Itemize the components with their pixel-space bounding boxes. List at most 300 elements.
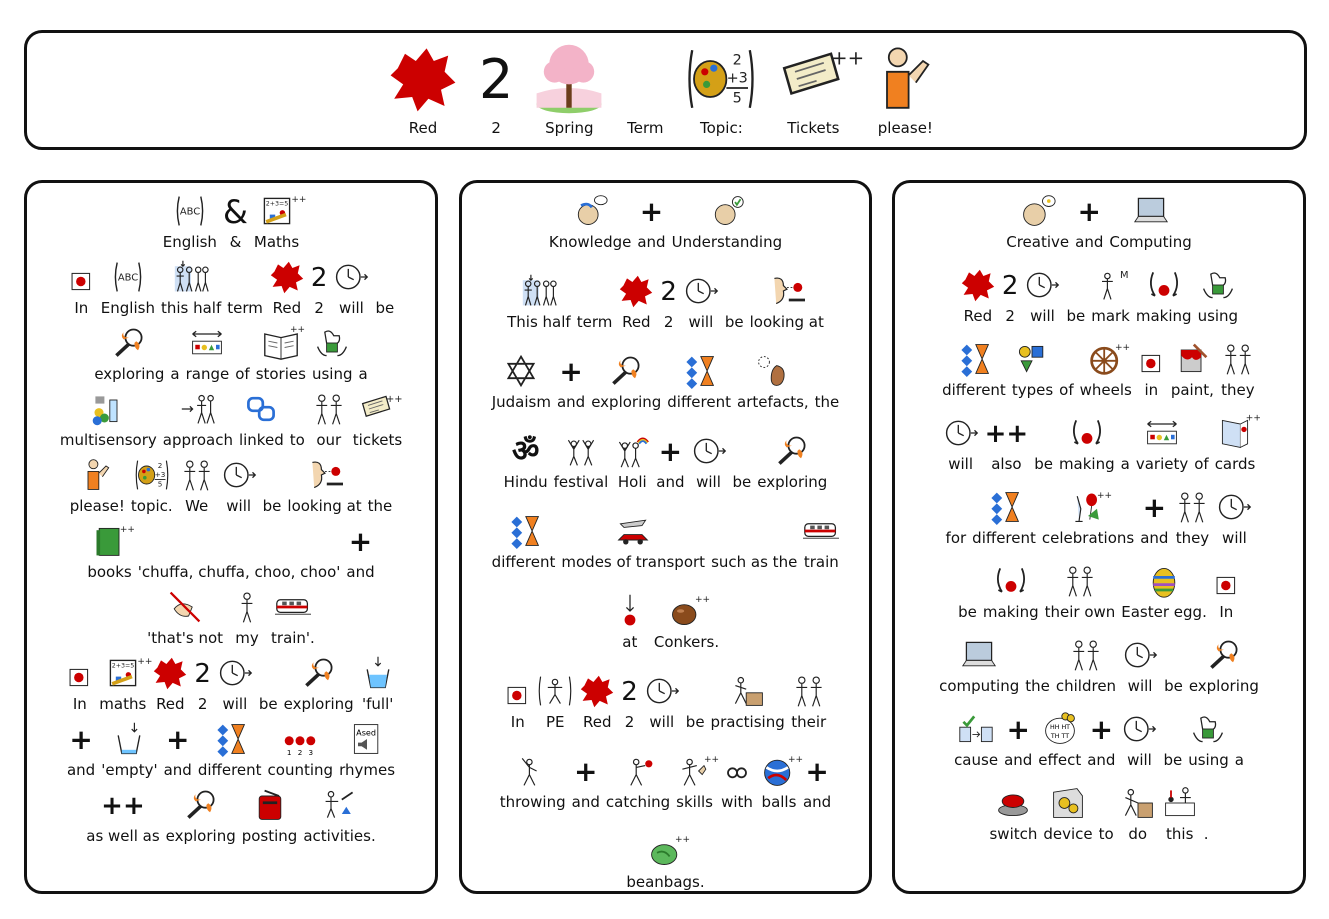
symbol-cell [1109,189,1191,252]
english-maths-content [27,189,435,849]
symbol-cell [256,321,306,384]
header-word: please! [877,119,933,137]
symbol-cell [1038,707,1081,770]
red-splash-icon [579,669,615,709]
symbol-word: also [991,455,1022,473]
symbol-cell [312,321,353,384]
symbol-word: artefacts, [737,393,809,411]
symbol-cell [358,321,367,384]
knowledge-understanding-panel [459,180,872,894]
transport-icon [615,509,651,549]
symbol-cell [686,669,705,732]
abc-icon [110,255,146,295]
magnifier-icon [608,349,644,389]
symbol-word: exploring [591,393,662,411]
effect-icon [1042,707,1078,747]
red-dot-icon [1138,337,1165,377]
topic-palette-sum-icon [134,453,170,493]
tickets-icon [777,39,865,115]
making-icon [1146,263,1182,303]
symbol-word: term [227,299,263,317]
symbol-cell [1099,781,1114,844]
symbol-cell [1121,411,1130,474]
symbol-cell [186,321,230,384]
symbol-cell [163,189,217,252]
right-line-5 [895,485,1303,548]
symbol-word: my [235,629,259,647]
symbol-cell [147,585,223,648]
symbol-cell [1045,559,1116,622]
svg-text:+3: +3 [154,469,166,479]
different-icon [212,717,248,757]
symbol-cell [815,349,840,412]
symbol-word: a [1120,455,1130,473]
clock-icon [1216,485,1252,525]
symbol-word: be [732,473,752,491]
symbol-cell [67,717,95,780]
symbol-cell [761,749,804,812]
symbol-word: of [1059,381,1074,399]
symbol-word: catching [605,793,671,811]
creative-computing-content [895,189,1303,855]
clock-icon [333,255,369,295]
symbol-word: 2 [197,695,208,713]
laptop-icon [961,633,997,673]
symbol-cell [242,783,298,846]
symbol-cell [946,485,967,548]
symbol-cell [101,255,155,318]
symbol-word: different [667,393,731,411]
activities-icon [322,783,358,823]
clock-icon [691,429,727,469]
symbol-cell [1059,337,1073,400]
symbol-cell [131,453,173,516]
symbol-word: Understanding [671,233,783,251]
symbol-cell [235,321,249,384]
symbol-cell [614,429,650,492]
symbol-cell [333,255,369,318]
symbol-word: of [1194,455,1209,473]
symbol-word: be [375,299,395,317]
symbol-cell [725,269,744,332]
symbol-word: and [656,473,685,491]
svg-text:+3: +3 [726,70,749,87]
symbol-word: will [948,455,973,473]
symbol-cell [791,669,827,732]
red-splash-icon [960,263,996,303]
symbol-cell [683,269,719,332]
symbol-cell [537,669,573,732]
symbol-cell [1162,781,1198,844]
maths-icon [105,651,153,691]
train-icon [803,509,839,549]
symbol-cell [507,269,571,332]
symbol-word: cards [1214,455,1256,473]
symbol-cell [667,349,731,412]
hand-icon [1200,263,1236,303]
plus-icon: + [69,723,93,756]
symbol-cell [989,781,1037,844]
left-line-4 [27,387,435,450]
symbol-word: 2 [624,713,635,731]
look-icon [769,269,805,309]
symbol-cell [972,485,1036,548]
symbol-word: 'that's not [147,629,224,647]
symbol-cell [939,633,1019,696]
plus-icon: + [574,755,598,788]
symbol-word: linked [238,431,284,449]
symbol-word: in [1144,381,1159,399]
symbol-word: topic. [130,497,173,515]
clock-icon [1024,263,1060,303]
symbol-word: approach [162,431,233,449]
clock-icon [1121,707,1157,747]
different-icon [681,349,717,389]
people-icon [1068,633,1104,673]
mid-line-3 [462,349,869,412]
symbol-cell [1188,707,1229,770]
symbol-word: . [1203,825,1209,843]
symbol-cell [271,585,315,648]
symbol-word: this half [160,299,222,317]
symbol-cell [719,749,755,812]
symbol-word: will [688,313,714,331]
magnifier-icon [183,783,219,823]
symbol-word: effect [1038,751,1082,769]
symbol-word: Red [583,713,612,731]
symbol-cell [500,749,566,812]
symbol-cell [1043,781,1092,844]
number-2-icon: 2 [1001,271,1019,301]
left-line-9 [27,717,435,780]
sensory-icon [90,387,126,427]
symbol-cell [1002,263,1019,326]
symbol-word: term [576,313,613,331]
symbol-cell [572,749,600,812]
symbol-cell [711,669,785,732]
symbol-cell [1075,189,1103,252]
symbol-cell [94,321,164,384]
right-line-8 [895,707,1303,770]
symbol-word: exploring [283,695,354,713]
laptop-icon [1133,189,1169,229]
symbol-cell [733,429,752,492]
symbol-cell [221,453,257,516]
do-icon [1120,781,1156,821]
svg-text:5: 5 [157,479,163,489]
symbol-word: using [1188,751,1229,769]
symbol-word: different [942,381,1006,399]
symbol-cell [179,453,215,516]
symbol-word: activities. [303,827,376,845]
symbol-cell [691,429,727,492]
train-icon [275,585,311,625]
svg-text:Ased: Ased [356,727,377,738]
ampersand-icon: & [222,193,248,231]
symbol-cell [287,453,361,516]
hand-icon [1190,707,1226,747]
header-word: Term [627,119,664,137]
symbol-word: at [622,633,638,651]
mark-icon [1093,263,1129,303]
symbol-word: Red [272,299,302,317]
symbol-cell [492,509,556,572]
symbol-word: will [226,497,252,515]
symbol-word: looking at [749,313,824,331]
knowledge-head-icon [572,189,608,229]
clock-icon [221,453,257,493]
spring-tree-icon [533,39,605,115]
symbol-cell [656,429,684,492]
symbol-cell [1136,263,1192,326]
om-icon: ॐ [511,434,540,469]
symbol-word: tickets [352,431,403,449]
star-of-david-icon [503,349,539,389]
symbol-cell [70,453,125,516]
symbol-word: for [945,529,967,547]
clock-icon [943,411,979,451]
svg-text:++: ++ [703,755,719,765]
symbol-cell [711,509,797,572]
symbol-word: In [510,713,525,731]
symbol-word: be [1034,455,1053,473]
plus-icon: + [348,525,373,558]
symbol-word: Conkers. [653,633,720,651]
svg-text:M: M [1119,269,1129,281]
symbol-cell [577,269,613,332]
symbol-word: paint, [1170,381,1214,399]
symbol-word: maths [99,695,147,713]
symbol-word: they [1175,529,1210,547]
counting-icon [282,717,318,757]
symbol-cell [1140,485,1168,548]
making-icon [993,559,1029,599]
left-line-8 [27,651,435,714]
symbol-word: they [1221,381,1255,399]
symbol-word: this [1166,825,1194,843]
symbol-cell [1213,559,1240,622]
svg-text:1: 1 [287,748,292,758]
header-word: Spring [545,119,594,137]
symbol-word: be [724,313,744,331]
magnifier-icon [111,321,147,361]
symbol-cell [1012,337,1053,400]
symbol-cell [223,189,248,252]
device-icon [1050,781,1086,821]
symbol-word: In [72,695,87,713]
maths-icon [259,189,307,229]
header-symbol-cell [387,39,459,138]
number-2-icon: 2 [310,263,328,293]
svg-text:TH TT: TH TT [1050,733,1069,740]
symbol-word: exploring [94,365,165,383]
symbol-word: to [1098,825,1114,843]
magnifier-icon [774,429,810,469]
plus-icon: + [1142,491,1167,524]
double-plus-icon: ++ [101,791,145,821]
symbol-word: Hindu [503,473,548,491]
symbol-cell [612,589,648,652]
people-icon [179,453,215,493]
different-icon [506,509,542,549]
symbol-word: skills [676,793,713,811]
symbol-cell [750,269,824,332]
number-2-icon: 2 [479,48,514,111]
svg-text:2+3=5: 2+3=5 [265,200,288,208]
svg-text:2: 2 [157,460,163,470]
plus-icon: + [1089,713,1114,746]
people-icon [1062,559,1098,599]
this-icon [1162,781,1198,821]
symbol-cell [1164,633,1183,696]
symbol-word: Knowledge [548,233,632,251]
half-people-icon [173,255,209,295]
symbol-cell [284,651,354,714]
symbol-word: 2 [663,313,674,331]
range-icon [189,321,225,361]
symbol-cell [1059,411,1115,474]
symbol-word: and [1140,529,1169,547]
creative-head-icon [1020,189,1056,229]
symbol-cell [311,387,347,450]
cause-icon [958,707,994,747]
symbol-cell [1174,485,1210,548]
ball-icon [761,749,804,789]
symbol-word: to [289,431,305,449]
symbol-word: and [66,761,96,779]
people-icon [1220,337,1256,377]
with-icon [719,749,755,789]
symbol-cell [1121,559,1207,622]
symbol-word: will [1222,529,1247,547]
right-line-6 [895,559,1303,622]
svg-text:ABC: ABC [117,272,139,284]
clock-icon [644,669,680,709]
symbol-word: English [100,299,155,317]
header-symbol-cell [479,39,513,138]
svg-text:++: ++ [831,46,865,70]
symbol-word: device [1043,825,1093,843]
svg-text:++: ++ [137,657,153,667]
symbol-cell [239,387,284,450]
switch-icon [995,781,1031,821]
number-2-icon: 2 [621,677,638,707]
symbol-word: a [358,365,368,383]
symbol-word: the [814,393,840,411]
svg-text:++: ++ [386,393,404,405]
symbol-cell [170,321,179,384]
symbol-word: be [685,713,705,731]
please-person-icon [869,39,941,115]
symbol-cell [1214,411,1261,474]
plus-icon: + [805,755,829,788]
plus-icon: + [658,435,683,468]
link-icon [243,387,279,427]
symbol-cell [1198,263,1239,326]
symbol-word: Maths [253,233,300,251]
header-word: Red [408,119,438,137]
symbol-cell [1091,263,1130,326]
creative-computing-panel [892,180,1306,894]
symbol-cell [163,387,233,450]
symbol-word: will [649,713,675,731]
right-line-1 [895,189,1303,252]
svg-text:2+3=5: 2+3=5 [111,662,135,670]
symbol-word: celebrations [1041,529,1135,547]
symbol-cell [579,669,615,732]
svg-text:++: ++ [1245,413,1261,424]
symbol-word: using [1197,307,1239,325]
symbol-cell [1235,707,1244,770]
symbol-word: their [791,713,827,731]
symbol-cell [1171,337,1214,400]
right-line-7 [895,633,1303,696]
please-person-icon [79,453,115,493]
symbol-cell [954,707,998,770]
header-word: 2 [491,119,501,137]
symbol-word: 2 [1005,307,1015,325]
symbol-word: variety [1135,455,1189,473]
symbol-cell [1216,485,1252,548]
mid-line-4 [462,429,869,492]
symbol-cell [290,387,305,450]
symbol-word: Easter egg. [1121,603,1207,621]
symbol-word: This half [507,313,571,331]
magnifier-icon [301,651,337,691]
mid-line-7 [462,669,869,732]
header-word: Tickets [787,119,840,137]
symbol-word: will [696,473,721,491]
header-title-row [377,39,951,138]
svg-text:++: ++ [1114,343,1130,353]
left-line-1 [27,189,435,252]
symbol-cell [960,263,996,326]
mid-line-9 [462,829,869,892]
header-word: Topic: [699,119,743,137]
symbol-cell [353,387,402,450]
right-line-3 [895,337,1303,400]
left-line-2 [27,255,435,318]
clock-icon [1122,633,1158,673]
symbol-word: be [1164,677,1183,695]
symbol-word: be [262,497,282,515]
conker-icon [668,589,711,629]
symbol-cell [194,651,211,714]
throw-icon [515,749,551,789]
post-box-icon [252,783,288,823]
mid-line-8 [462,749,869,812]
symbol-word: and [346,563,375,581]
hand-icon [314,321,350,361]
symbol-word: exploring [1188,677,1259,695]
symbol-word: be [958,603,977,621]
symbol-word: their own [1044,603,1116,621]
symbol-cell [99,651,153,714]
topic-palette-sum-icon [685,39,757,115]
symbol-word: Holi [617,473,647,491]
symbol-cell [803,749,831,812]
paint-icon [1174,337,1210,377]
symbol-cell [1024,263,1060,326]
symbol-cell [1220,337,1256,400]
holi-icon [614,429,650,469]
symbol-word: cause [954,751,999,769]
symbol-cell [1025,633,1050,696]
symbol-cell [66,651,93,714]
symbol-word: will [222,695,248,713]
symbol-word: a [170,365,180,383]
symbol-cell [101,717,157,780]
